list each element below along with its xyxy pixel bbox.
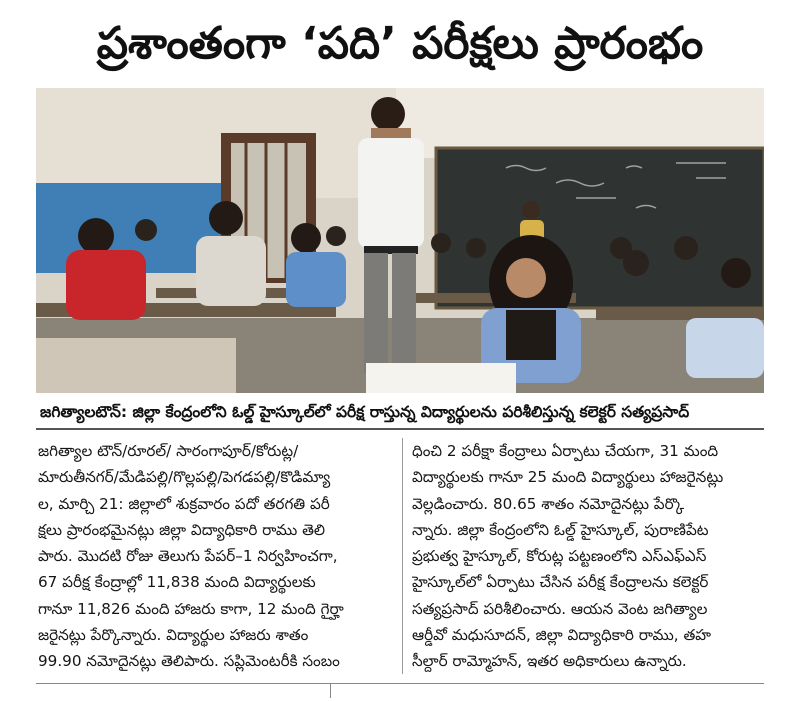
article-column-right: [412, 438, 764, 676]
caption-rule: [36, 428, 764, 430]
article-line: జగిత్యాల టౌన్‌/రూరల్‌/ సారంగాపూర్‌/కోరుట్ల/: [38, 442, 299, 460]
news-photo: [36, 88, 764, 393]
article-line: వెల్లడించారు. 80.65 శాతం నమోదైనట్లు పేర్కొ: [412, 494, 685, 513]
article-line: ల, మార్చి 21: జిల్లాలో శుక్రవారం పదో తరగతి పరీ: [38, 494, 330, 513]
article-line: న్నారు. జిల్లా కేంద్రంలోని ఓల్డ్‌ హైస్కూల్‌, పురాణిపేట: [412, 520, 709, 539]
article-line: సీల్దార్‌ రామ్మోహన్‌, ఇతర అధికారులు ఉన్నారు.: [412, 652, 687, 671]
article-line: మారుతీనగర్‌/మేడిపల్లి/గొల్లపల్లి/పెగడపల్లి/కొడిమ్యా: [38, 468, 331, 487]
bottom-rule: [36, 683, 764, 684]
article-column-left: [38, 438, 392, 676]
article-line: ప్రభుత్వ హైస్కూల్‌, కోరుట్ల పట్టణంలోని ఎస్‌ఎఫ్‌ఎస్‌: [412, 547, 707, 566]
article-line: పారు. మొదటి రోజు తెలుగు పేపర్‌–1 నిర్వహించగా,: [38, 547, 338, 566]
bottom-divider-tick: [330, 684, 331, 698]
article-line: 67 పరీక్ష కేంద్రాల్లో 11,838 మంది విద్యార్థులకు: [38, 573, 316, 592]
headline: ప్రశాంతంగా ‘పది’ పరీక్షలు ప్రారంభం: [96, 18, 704, 69]
article-line: 99.90 నమోదైనట్లు తెలిపారు. సప్లిమెంటరీకి సంబం: [38, 652, 340, 671]
article-line: సత్యప్రసాద్‌ పరిశీలించారు. ఆయన వెంట జగిత్యాల: [412, 599, 708, 618]
photo-caption: జగిత్యాలటౌన్‌: జిల్లా కేంద్రంలోని ఓల్డ్‌ హైస్కూల్‌లో పరీక్ష రాస్తున్న విద్యార్థులను పరిశీలిస్తున్న కలెక్టర్‌ సత్యప్రసాద్‌: [40, 403, 690, 421]
article-line: గానూ 11,826 మంది హాజరు కాగా, 12 మంది గైర్హా: [38, 599, 344, 618]
article-line: ధించి 2 పరీక్షా కేంద్రాలు ఏర్పాటు చేయగా, 31 మంది: [412, 442, 719, 460]
article-line: ఆర్డీవో మధుసూదన్‌, జిల్లా విద్యాధికారి రాము, తహ: [412, 626, 711, 645]
article-line: విద్యార్థులకు గానూ 25 మంది విద్యార్థులు హాజరైనట్లు: [412, 468, 724, 487]
column-divider: [402, 438, 403, 674]
article-line: క్షలు ప్రారంభమైనట్లు జిల్లా విద్యాధికారి రాము తెలి: [38, 520, 326, 539]
article-line: హైస్కూల్‌లో ఏర్పాటు చేసిన పరీక్ష కేంద్రాలను కలెక్టర్‌: [412, 573, 709, 592]
exam-hall-photo: [36, 88, 764, 393]
article-line: జరైనట్లు పేర్కొన్నారు. విద్యార్థుల హాజరు శాతం: [38, 626, 309, 645]
